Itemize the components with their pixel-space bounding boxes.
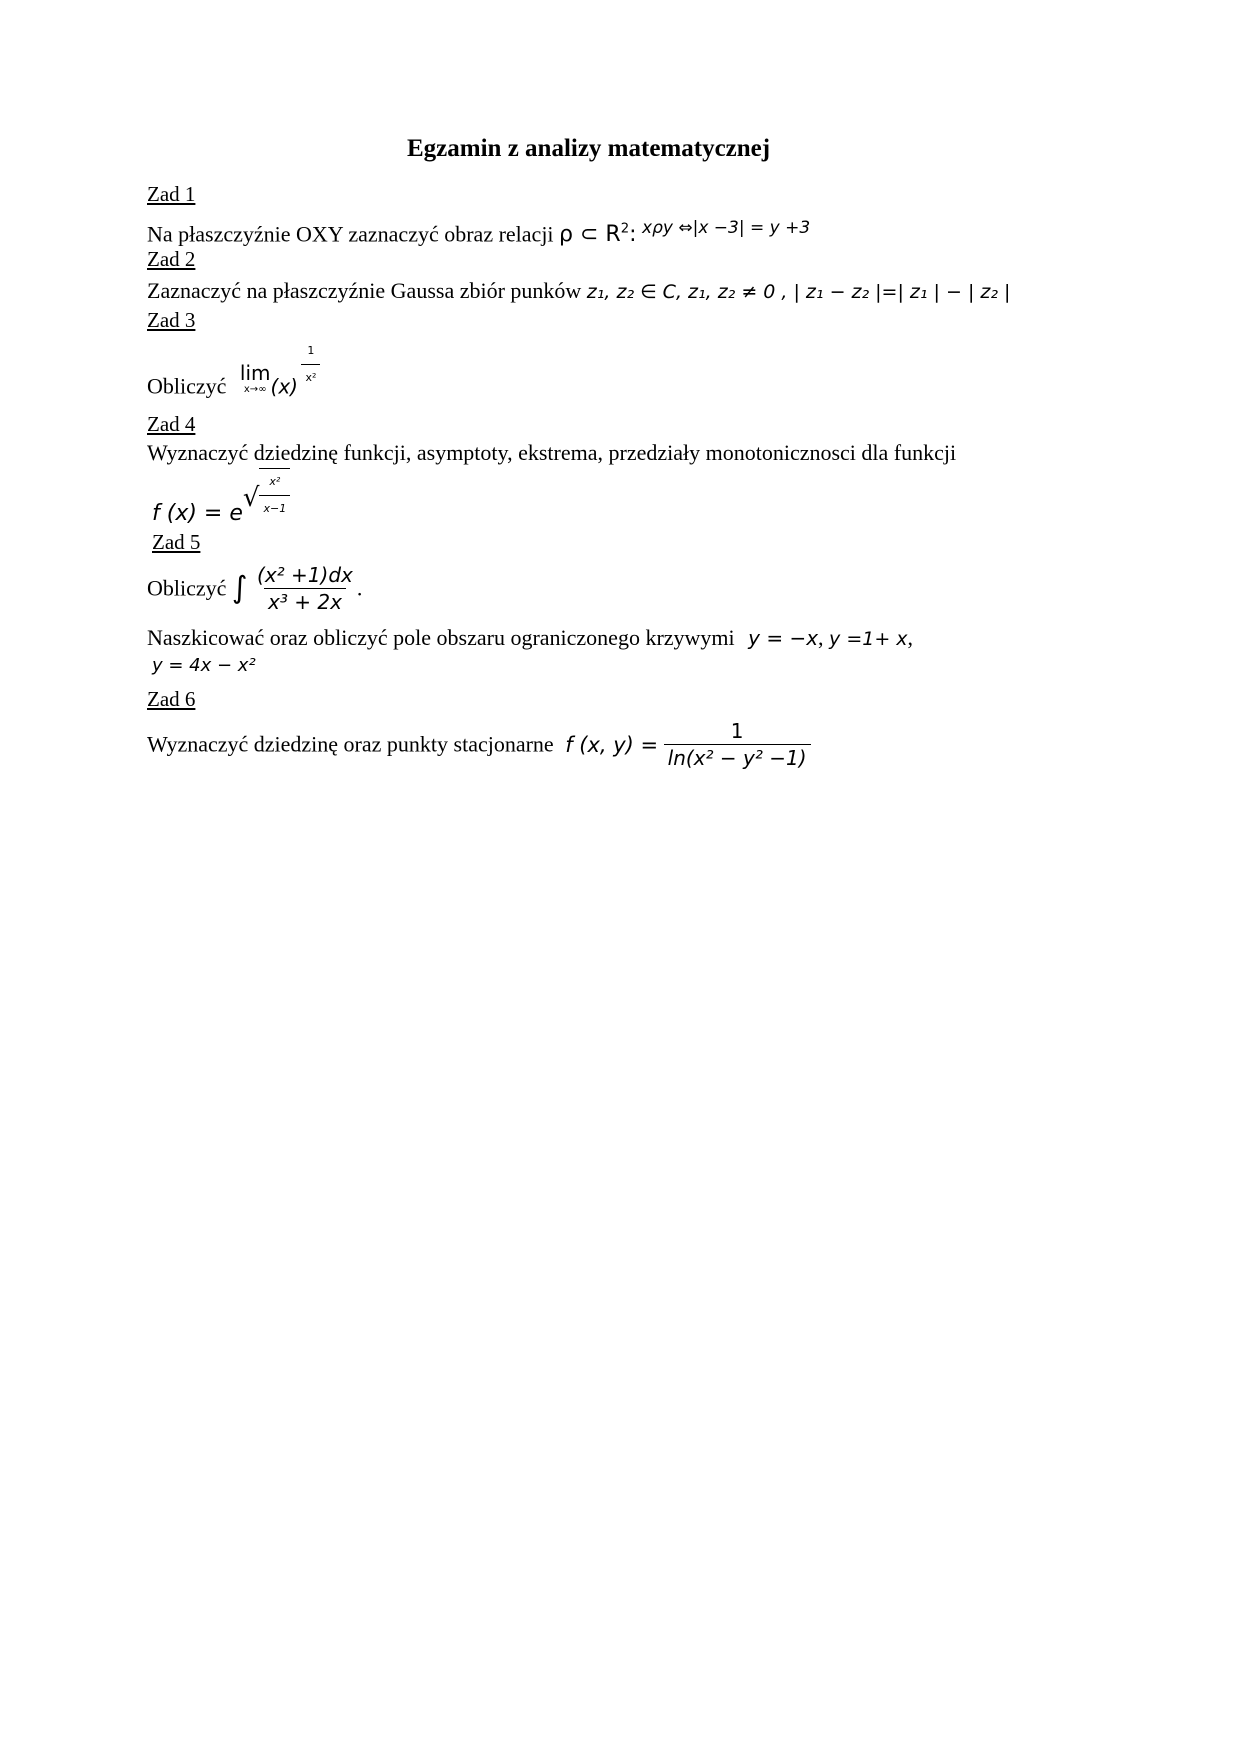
- task-3-text: Obliczyć: [147, 373, 227, 399]
- task-2-line: [147, 278, 1010, 305]
- task-1-label: Zad 1: [147, 182, 196, 206]
- f-lhs: f (x) = e: [152, 501, 243, 527]
- task-5-line: [147, 562, 362, 615]
- f-xy-num: 1: [730, 719, 744, 743]
- task-1-relation: [559, 222, 636, 247]
- root-num: x²: [269, 475, 281, 488]
- curve-3: y = 4x − x²: [152, 655, 256, 676]
- task-4-math: [152, 470, 290, 527]
- task-5-label: Zad 5: [152, 530, 201, 554]
- f-xy-den: ln(x² − y² −1): [664, 744, 811, 771]
- root-fraction: [259, 468, 290, 522]
- task-4-text: Wyznaczyć dziedzinę funkcji, asymptoty, ekstrema, przedziały monotonicznosci dla funkcji: [147, 440, 957, 465]
- task-4-label: Zad 4: [147, 412, 196, 436]
- task-1-line: [147, 217, 810, 249]
- task-2-math: z₁, z₂ ∈ C, z₁, z₂ ≠ 0 , | z₁ − z₂ |=| z₁ | − | z₂ |: [586, 281, 1011, 303]
- f-xy-fraction: [664, 718, 811, 771]
- task-6-label: Zad 6: [147, 687, 196, 711]
- page-title: Egzamin z analizy matematycznej: [407, 135, 771, 162]
- integral-icon: ∫: [231, 570, 248, 606]
- curve-1: y = −x: [748, 626, 819, 650]
- f-xy-lhs: f (x, y) =: [565, 732, 659, 757]
- exp-num: 1: [307, 344, 315, 357]
- task-5-line2: Naszkicować oraz obliczyć pole obszaru ograniczonego krzywymi y = −x, y =1+ x,: [147, 625, 914, 650]
- sqrt-icon: √: [242, 483, 260, 514]
- task-3-line: [147, 344, 320, 415]
- relation-symbol: ρ ⊂ R: [559, 222, 621, 248]
- integrand-den: x³ + 2x: [264, 588, 346, 615]
- integrand-num: (x² +1)dx: [257, 563, 353, 587]
- task-3-label: Zad 3: [147, 308, 196, 332]
- exponent-fraction: [301, 338, 320, 391]
- relation-sup: 2: [620, 222, 630, 237]
- task-5-text2: Naszkicować oraz obliczyć pole obszaru ograniczonego krzywymi: [147, 625, 735, 650]
- task-2-text: Zaznaczyć na płaszczyźnie Gaussa zbiór punków: [147, 278, 582, 303]
- task-6-line: [147, 718, 811, 771]
- integrand-fraction: [253, 562, 357, 615]
- root-den: x−1: [259, 495, 290, 522]
- limit: [240, 362, 271, 396]
- curve-2: y =1+ x: [829, 628, 908, 650]
- lim-operator: lim: [239, 361, 271, 385]
- task-5-text: Obliczyć: [147, 575, 227, 601]
- task-2-label: Zad 2: [147, 247, 196, 271]
- exp-den: x²: [301, 364, 320, 391]
- lim-base: (x): [270, 374, 298, 399]
- task-6-text: Wyznaczyć dziedzinę oraz punkty stacjonarne: [147, 731, 554, 757]
- period: .: [356, 575, 363, 601]
- task-1-math: xρy ⇔|x −3| = y +3: [642, 218, 811, 239]
- colon: :: [629, 222, 637, 248]
- task-1-text: Na płaszczyźnie OXY zaznaczyć obraz relacji: [147, 221, 554, 247]
- lim-subscript: x→∞: [243, 384, 267, 395]
